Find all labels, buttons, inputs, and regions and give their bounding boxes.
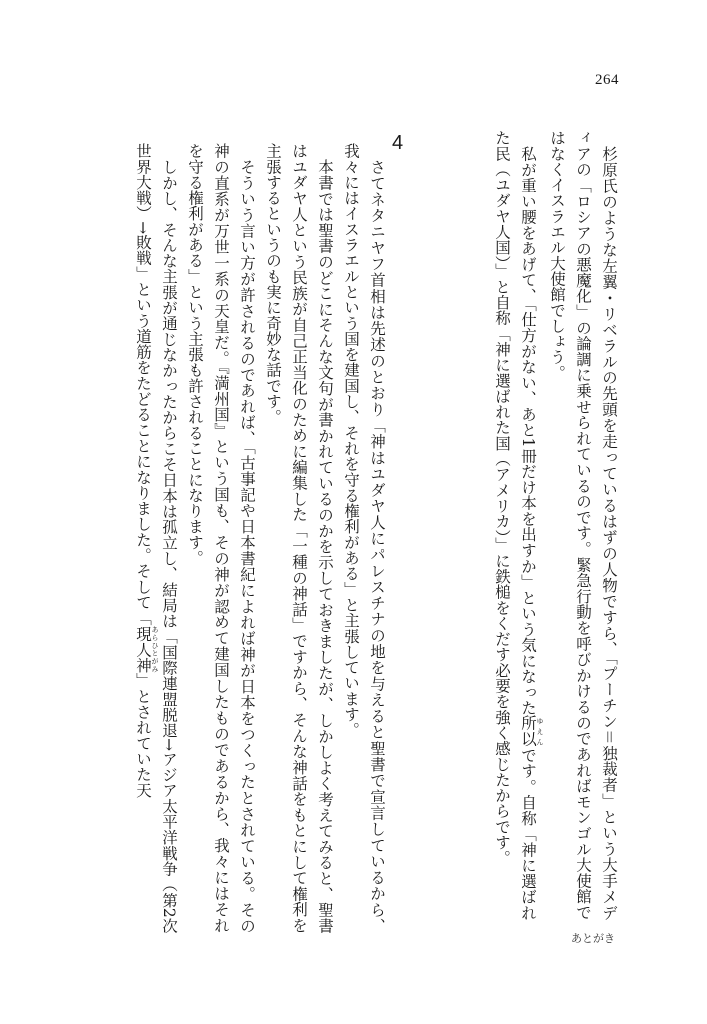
ruby-yuen: 所以 ゆえん xyxy=(519,715,544,747)
paragraph-3: さてネタニヤフ首相は先述のとおり「神はユダヤ人にパレスチナの地を与えると聖書で宣言しているから、我々にはイスラエルという国を建国し、それを守る権利がある」と主張しています。 xyxy=(342,143,386,933)
text-block-before-section xyxy=(446,130,622,920)
paragraph-4: 本書では聖書のどこにそんな文句が書かれているのかを示しておきましたが、しかしよく考えてみると、聖書はユダヤ人という民族が自己正当化のために編集した「一種の神話」ですから、そんな神話をもとにして権利を主張するというのも実に奇妙な話です。 xyxy=(264,143,334,933)
paragraph-1: 杉原氏のような左翼・リベラルの先頭を走っているはずの人物ですら、「プーチン＝独裁者」という大手メディアの「ロシアの悪魔化」の論調に乗せられているのです。緊急行動を呼びかけるのであればモンゴル大使館ではなくイスラエル大使館でしょう。 xyxy=(548,130,618,920)
paragraph-2: 私が重い腰をあげて、「仕方がない、あと1冊だけ本を出すか」という気になった所以 ゆえんです。自称「神に選ばれた民（ユダヤ人国）」と自称「神に選ばれた国（アメリカ）」に鉄槌をくだす必要を強く感じたからです。 xyxy=(493,130,544,920)
section-number: 4 xyxy=(392,132,404,154)
paragraph-5: そういう言い方が許されるのであれば、「古事記や日本書紀によれば神が日本をつくったとされている。その神の直系が万世一系の天皇だ。『満州国』という国も、その神が認めて建国したものであるから、我々にはそれを守る権利がある」という主張も許されることになります。 xyxy=(186,143,256,933)
text-block-after-section xyxy=(80,143,390,933)
ruby-arahitogami: 現人神 あらひとがみ xyxy=(134,625,159,673)
page-number: 264 xyxy=(595,72,619,88)
paragraph-6: しかし、そんな主張が通じなかったからこそ日本は孤立し、結局は「国際連盟脱退→アジア太平洋戦争（第2次世界大戦）→敗戦」という道筋をたどることになりました。そして「現人神 あらひとがみ」とされていた天 xyxy=(134,143,178,933)
running-footer: あとがき xyxy=(571,932,615,945)
